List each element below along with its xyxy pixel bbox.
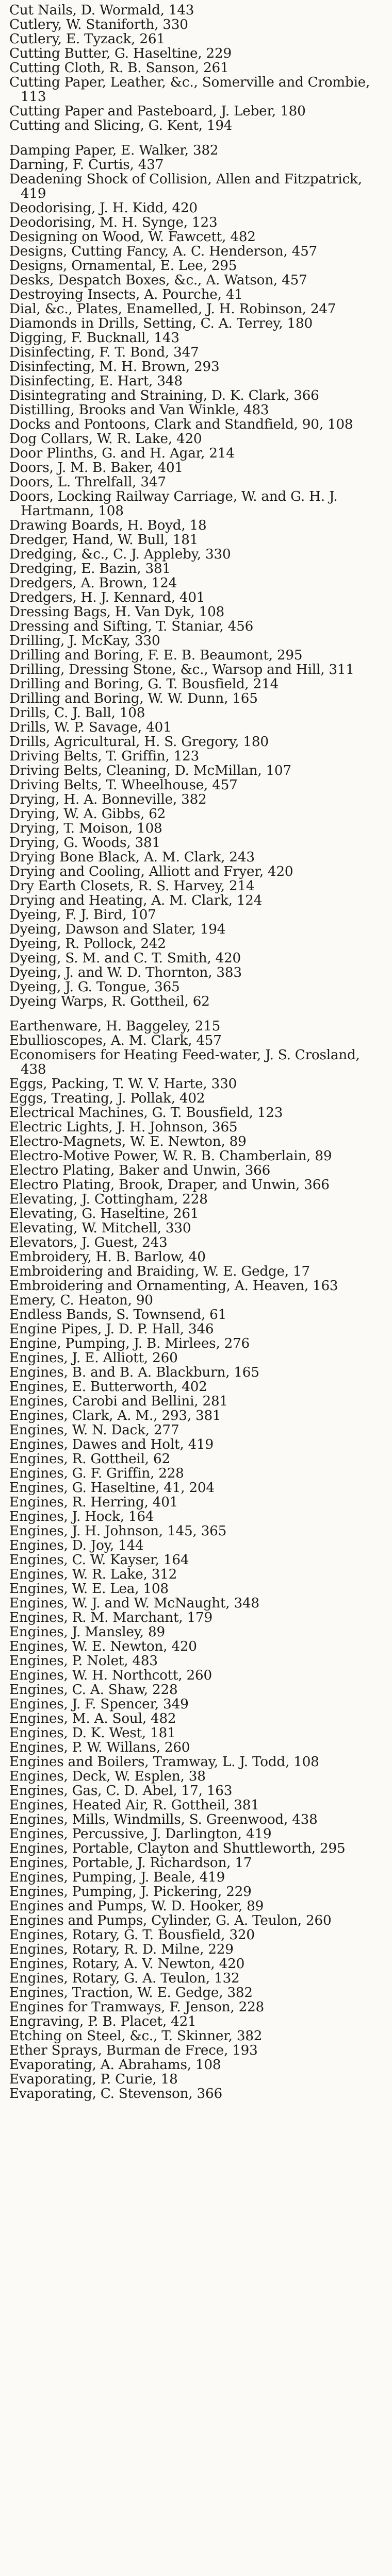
index-entry: Engines, Pumping, J. Pickering, 229 [9,1884,252,1900]
index-entry: Drying, H. A. Bonneville, 382 [9,792,207,807]
index-entry: Deadening Shock of Collision, Allen and Fitzpatrick, 419 [9,172,362,201]
index-section-d [9,143,384,1009]
index-entry: Engines, C. A. Shaw, 228 [9,1682,178,1698]
index-entry: Engines, J. F. Spencer, 349 [9,1697,189,1712]
index-entry: Damping Paper, E. Walker, 382 [9,143,219,158]
index-entry: Disinfecting, M. H. Brown, 293 [9,359,220,375]
index-entry: Engines, M. A. Soul, 482 [9,1711,176,1726]
index-entry: Eggs, Packing, T. W. V. Harte, 330 [9,1076,237,1092]
index-entry: Drilling, Dressing Stone, &c., Warsop and Hill, 311 [9,662,354,677]
index-entry: Dial, &c., Plates, Enamelled, J. H. Robinson, 247 [9,301,336,317]
index-entry: Doors, L. Threlfall, 347 [9,474,166,490]
index-entry: Drilling and Boring, F. E. B. Beaumont, 295 [9,648,303,663]
index-entry: Emery, C. Heaton, 90 [9,1293,153,1308]
index-entry: Engines, P. Nolet, 483 [9,1653,158,1669]
index-entry: Engines, P. W. Willans, 260 [9,1740,190,1755]
index-entry: Engines, D. K. West, 181 [9,1725,176,1741]
index-entry: Engines, Rotary, A. V. Newton, 420 [9,1956,245,1972]
index-entry: Drilling, J. McKay, 330 [9,633,160,649]
index-entry: Drilling and Boring, W. W. Dunn, 165 [9,691,258,706]
index-entry: Cutting Cloth, R. B. Sanson, 261 [9,60,229,76]
index-entry: Engraving, P. B. Placet, 421 [9,2014,197,2029]
index-entry: Distilling, Brooks and Van Winkle, 483 [9,402,269,418]
index-entry: Elevating, G. Haseltine, 261 [9,1206,199,1222]
index-entry: Cutting Paper, Leather, &c., Somerville and Crombie, 113 [9,75,370,105]
index-entry: Endless Bands, S. Townsend, 61 [9,1307,227,1323]
index-entry: Engines, Rotary, G. T. Bousfield, 320 [9,1927,255,1943]
index-entry: Engines, Pumping, J. Beale, 419 [9,1870,225,1885]
index-entry: Dyeing, J. and W. D. Thornton, 383 [9,965,242,980]
index-entry: Disinfecting, F. T. Bond, 347 [9,345,199,360]
index-entry: Engines, R. Gottheil, 62 [9,1451,170,1467]
section-divider [9,1009,384,1019]
index-entry: Engines and Boilers, Tramway, L. J. Todd, 108 [9,1754,319,1770]
index-entry: Engines, Deck, W. Esplen, 38 [9,1769,206,1784]
index-entry: Drying, T. Moison, 108 [9,821,162,836]
index-entry: Engines, Clark, A. M., 293, 381 [9,1408,221,1423]
index-entry: Engines, G. Haseltine, 41, 204 [9,1480,215,1496]
index-entry: Engines, W. E. Newton, 420 [9,1639,197,1654]
index-entry: Engines, W. H. Northcott, 260 [9,1668,212,1683]
index-entry: Etching on Steel, &c., T. Skinner, 382 [9,2028,263,2044]
index-entry: Engines, R. Herring, 401 [9,1495,178,1510]
index-entry: Drawing Boards, H. Boyd, 18 [9,518,207,533]
index-entry: Engines, G. F. Griffin, 228 [9,1466,184,1481]
index-entry: Dyeing, Dawson and Slater, 194 [9,922,226,937]
index-entry: Dredging, E. Bazin, 381 [9,561,171,577]
index-entry: Darning, F. Curtis, 437 [9,157,164,173]
index-entry: Engines, Percussive, J. Darlington, 419 [9,1826,272,1842]
index-entry: Engines, R. M. Marchant, 179 [9,1610,213,1625]
index-entry: Engines, Heated Air, R. Gottheil, 381 [9,1798,259,1813]
index-entry: Cutting Butter, G. Haseltine, 229 [9,46,232,61]
index-entry: Designing on Wood, W. Fawcett, 482 [9,229,256,245]
index-entry: Drying Bone Black, A. M. Clark, 243 [9,850,255,865]
index-entry: Doors, J. M. B. Baker, 401 [9,460,183,476]
index-entry: Drills, Agricultural, H. S. Gregory, 180 [9,734,269,750]
index-entry: Drying and Cooling, Alliott and Fryer, 420 [9,864,293,879]
index-entry: Ether Sprays, Burman de Frece, 193 [9,2043,258,2058]
index-entry: Digging, F. Bucknall, 143 [9,330,179,346]
index-entry: Engines, C. W. Kayser, 164 [9,1552,189,1568]
index-entry: Embroidery, H. B. Barlow, 40 [9,1249,206,1265]
index-entry: Engines, Portable, Clayton and Shuttleworth, 295 [9,1841,346,1856]
index-entry: Engines, D. Joy, 144 [9,1538,144,1553]
index-entry: Engine, Pumping, J. B. Mirlees, 276 [9,1336,250,1351]
index-entry: Drying and Heating, A. M. Clark, 124 [9,893,263,908]
index-entry: Engines, Rotary, R. D. Milne, 229 [9,1942,234,1957]
index-entry: Dredgers, A. Brown, 124 [9,575,177,591]
index-entry: Dyeing, F. J. Bird, 107 [9,907,156,923]
index-entry: Evaporating, P. Curie, 18 [9,2072,178,2087]
index-entry: Ebullioscopes, A. M. Clark, 457 [9,1033,222,1048]
index-entry: Driving Belts, Cleaning, D. McMillan, 107 [9,763,291,778]
index-entry: Cut Nails, D. Wormald, 143 [9,3,194,18]
index-entry: Cutlery, E. Tyzack, 261 [9,31,165,47]
index-entry: Drills, C. J. Ball, 108 [9,705,145,721]
index-entry: Disinfecting, E. Hart, 348 [9,374,183,389]
index-entry: Eggs, Treating, J. Pollak, 402 [9,1091,205,1106]
index-entry: Elevating, J. Cottingham, 228 [9,1192,208,1207]
index-entry: Economisers for Heating Feed-water, J. S. Crosland, 438 [9,1047,360,1077]
index-entry: Deodorising, M. H. Synge, 123 [9,215,218,230]
index-entry: Engines, B. and B. A. Blackburn, 165 [9,1365,259,1380]
index-entry: Evaporating, A. Abrahams, 108 [9,2057,221,2073]
index-entry: Drying, W. A. Gibbs, 62 [9,806,166,822]
index-entry: Dressing and Sifting, T. Staniar, 456 [9,619,254,634]
index-entry: Elevating, W. Mitchell, 330 [9,1221,191,1236]
index-entry: Doors, Locking Railway Carriage, W. and G. H. J. Hartmann, 108 [9,489,338,519]
index-entry: Cutlery, W. Staniforth, 330 [9,17,188,32]
index-entry: Evaporating, C. Stevenson, 366 [9,2086,222,2102]
index-entry: Engines and Pumps, W. D. Hooker, 89 [9,1899,264,1914]
index-entry: Dredger, Hand, W. Bull, 181 [9,532,199,548]
index-entry: Dressing Bags, H. Van Dyk, 108 [9,604,225,620]
index-entry: Elevators, J. Guest, 243 [9,1235,168,1250]
index-entry: Dredging, &c., C. J. Appleby, 330 [9,547,231,562]
index-entry: Dyeing Warps, R. Gottheil, 62 [9,994,210,1009]
index-section-cut-to-cutting [9,3,384,133]
index-entry: Cutting and Slicing, G. Kent, 194 [9,118,233,133]
index-entry: Driving Belts, T. Griffin, 123 [9,749,200,764]
index-entry: Engines, J. H. Johnson, 145, 365 [9,1523,227,1539]
index-entry: Engines, Mills, Windmills, S. Greenwood, 438 [9,1812,318,1827]
index-entry: Desks, Despatch Boxes, &c., A. Watson, 457 [9,273,307,288]
index-entry: Engines, Portable, J. Richardson, 17 [9,1855,252,1871]
index-entry: Embroidering and Ornamenting, A. Heaven, 163 [9,1278,338,1294]
index-section-e [9,1019,384,2101]
index-entry: Designs, Cutting Fancy, A. C. Henderson, 457 [9,244,318,259]
index-entry: Engines, W. N. Dack, 277 [9,1422,179,1438]
index-entry: Drills, W. P. Savage, 401 [9,720,172,735]
index-entry: Dredgers, H. J. Kennard, 401 [9,590,205,605]
index-entry: Driving Belts, T. Wheelhouse, 457 [9,777,238,793]
index-entry: Electro Plating, Brook, Draper, and Unwin, 366 [9,1177,330,1193]
index-entry: Disintegrating and Straining, D. K. Clark, 366 [9,388,319,403]
index-entry: Cutting Paper and Pasteboard, J. Leber, 180 [9,104,306,119]
index-entry: Dog Collars, W. R. Lake, 420 [9,431,202,447]
index-entry: Door Plinths, G. and H. Agar, 214 [9,446,235,461]
index-entry: Engines, J. E. Alliott, 260 [9,1350,178,1366]
index-entry: Engines, Gas, C. D. Abel, 17, 163 [9,1783,233,1799]
index-entry: Designs, Ornamental, E. Lee, 295 [9,258,237,274]
index-entry: Electro-Motive Power, W. R. B. Chamberlain, 89 [9,1148,332,1164]
index-entry: Engines, W. J. and W. McNaught, 348 [9,1596,259,1611]
index-entry: Drying, G. Woods, 381 [9,835,160,851]
index-entry: Docks and Pontoons, Clark and Standfield, 90, 108 [9,417,353,432]
index-entry: Dyeing, J. G. Tongue, 365 [9,979,180,995]
section-divider [9,133,384,143]
index-entry: Engines for Tramways, F. Jenson, 228 [9,1999,264,2015]
index-entry: Electric Lights, J. H. Johnson, 365 [9,1120,238,1135]
index-entry: Engines and Pumps, Cylinder, G. A. Teulon, 260 [9,1913,332,1928]
index-entry: Engines, Traction, W. E. Gedge, 382 [9,1985,253,2001]
index-entry: Destroying Insects, A. Pourche, 41 [9,287,243,302]
index-entry: Dry Earth Closets, R. S. Harvey, 214 [9,878,255,894]
index-entry: Engines, W. R. Lake, 312 [9,1567,177,1582]
index-entry: Engines, E. Butterworth, 402 [9,1379,207,1395]
index-entry: Electro Plating, Baker and Unwin, 366 [9,1163,271,1178]
index-entry: Dyeing, R. Pollock, 242 [9,936,166,952]
index-entry: Dyeing, S. M. and C. T. Smith, 420 [9,951,241,966]
index-entry: Diamonds in Drills, Setting, C. A. Terrey, 180 [9,316,313,331]
index-entry: Drilling and Boring, G. T. Bousfield, 214 [9,676,279,692]
index-entry: Engines, J. Mansley, 89 [9,1624,165,1640]
index-entry: Engines, Rotary, G. A. Teulon, 132 [9,1971,240,1986]
index-entry: Electro-Magnets, W. E. Newton, 89 [9,1134,247,1149]
index-entry: Engines, Carobi and Bellini, 281 [9,1394,228,1409]
index-entry: Engines, J. Hock, 164 [9,1509,154,1524]
index-entry: Engines, Dawes and Holt, 419 [9,1437,214,1452]
index-entry: Engine Pipes, J. D. P. Hall, 346 [9,1321,214,1337]
index-column [9,3,384,2101]
index-entry: Electrical Machines, G. T. Bousfield, 123 [9,1105,283,1121]
index-entry: Deodorising, J. H. Kidd, 420 [9,200,198,216]
index-entry: Earthenware, H. Baggeley, 215 [9,1019,221,1034]
index-entry: Engines, W. E. Lea, 108 [9,1581,169,1597]
index-entry: Embroidering and Braiding, W. E. Gedge, 17 [9,1264,310,1279]
